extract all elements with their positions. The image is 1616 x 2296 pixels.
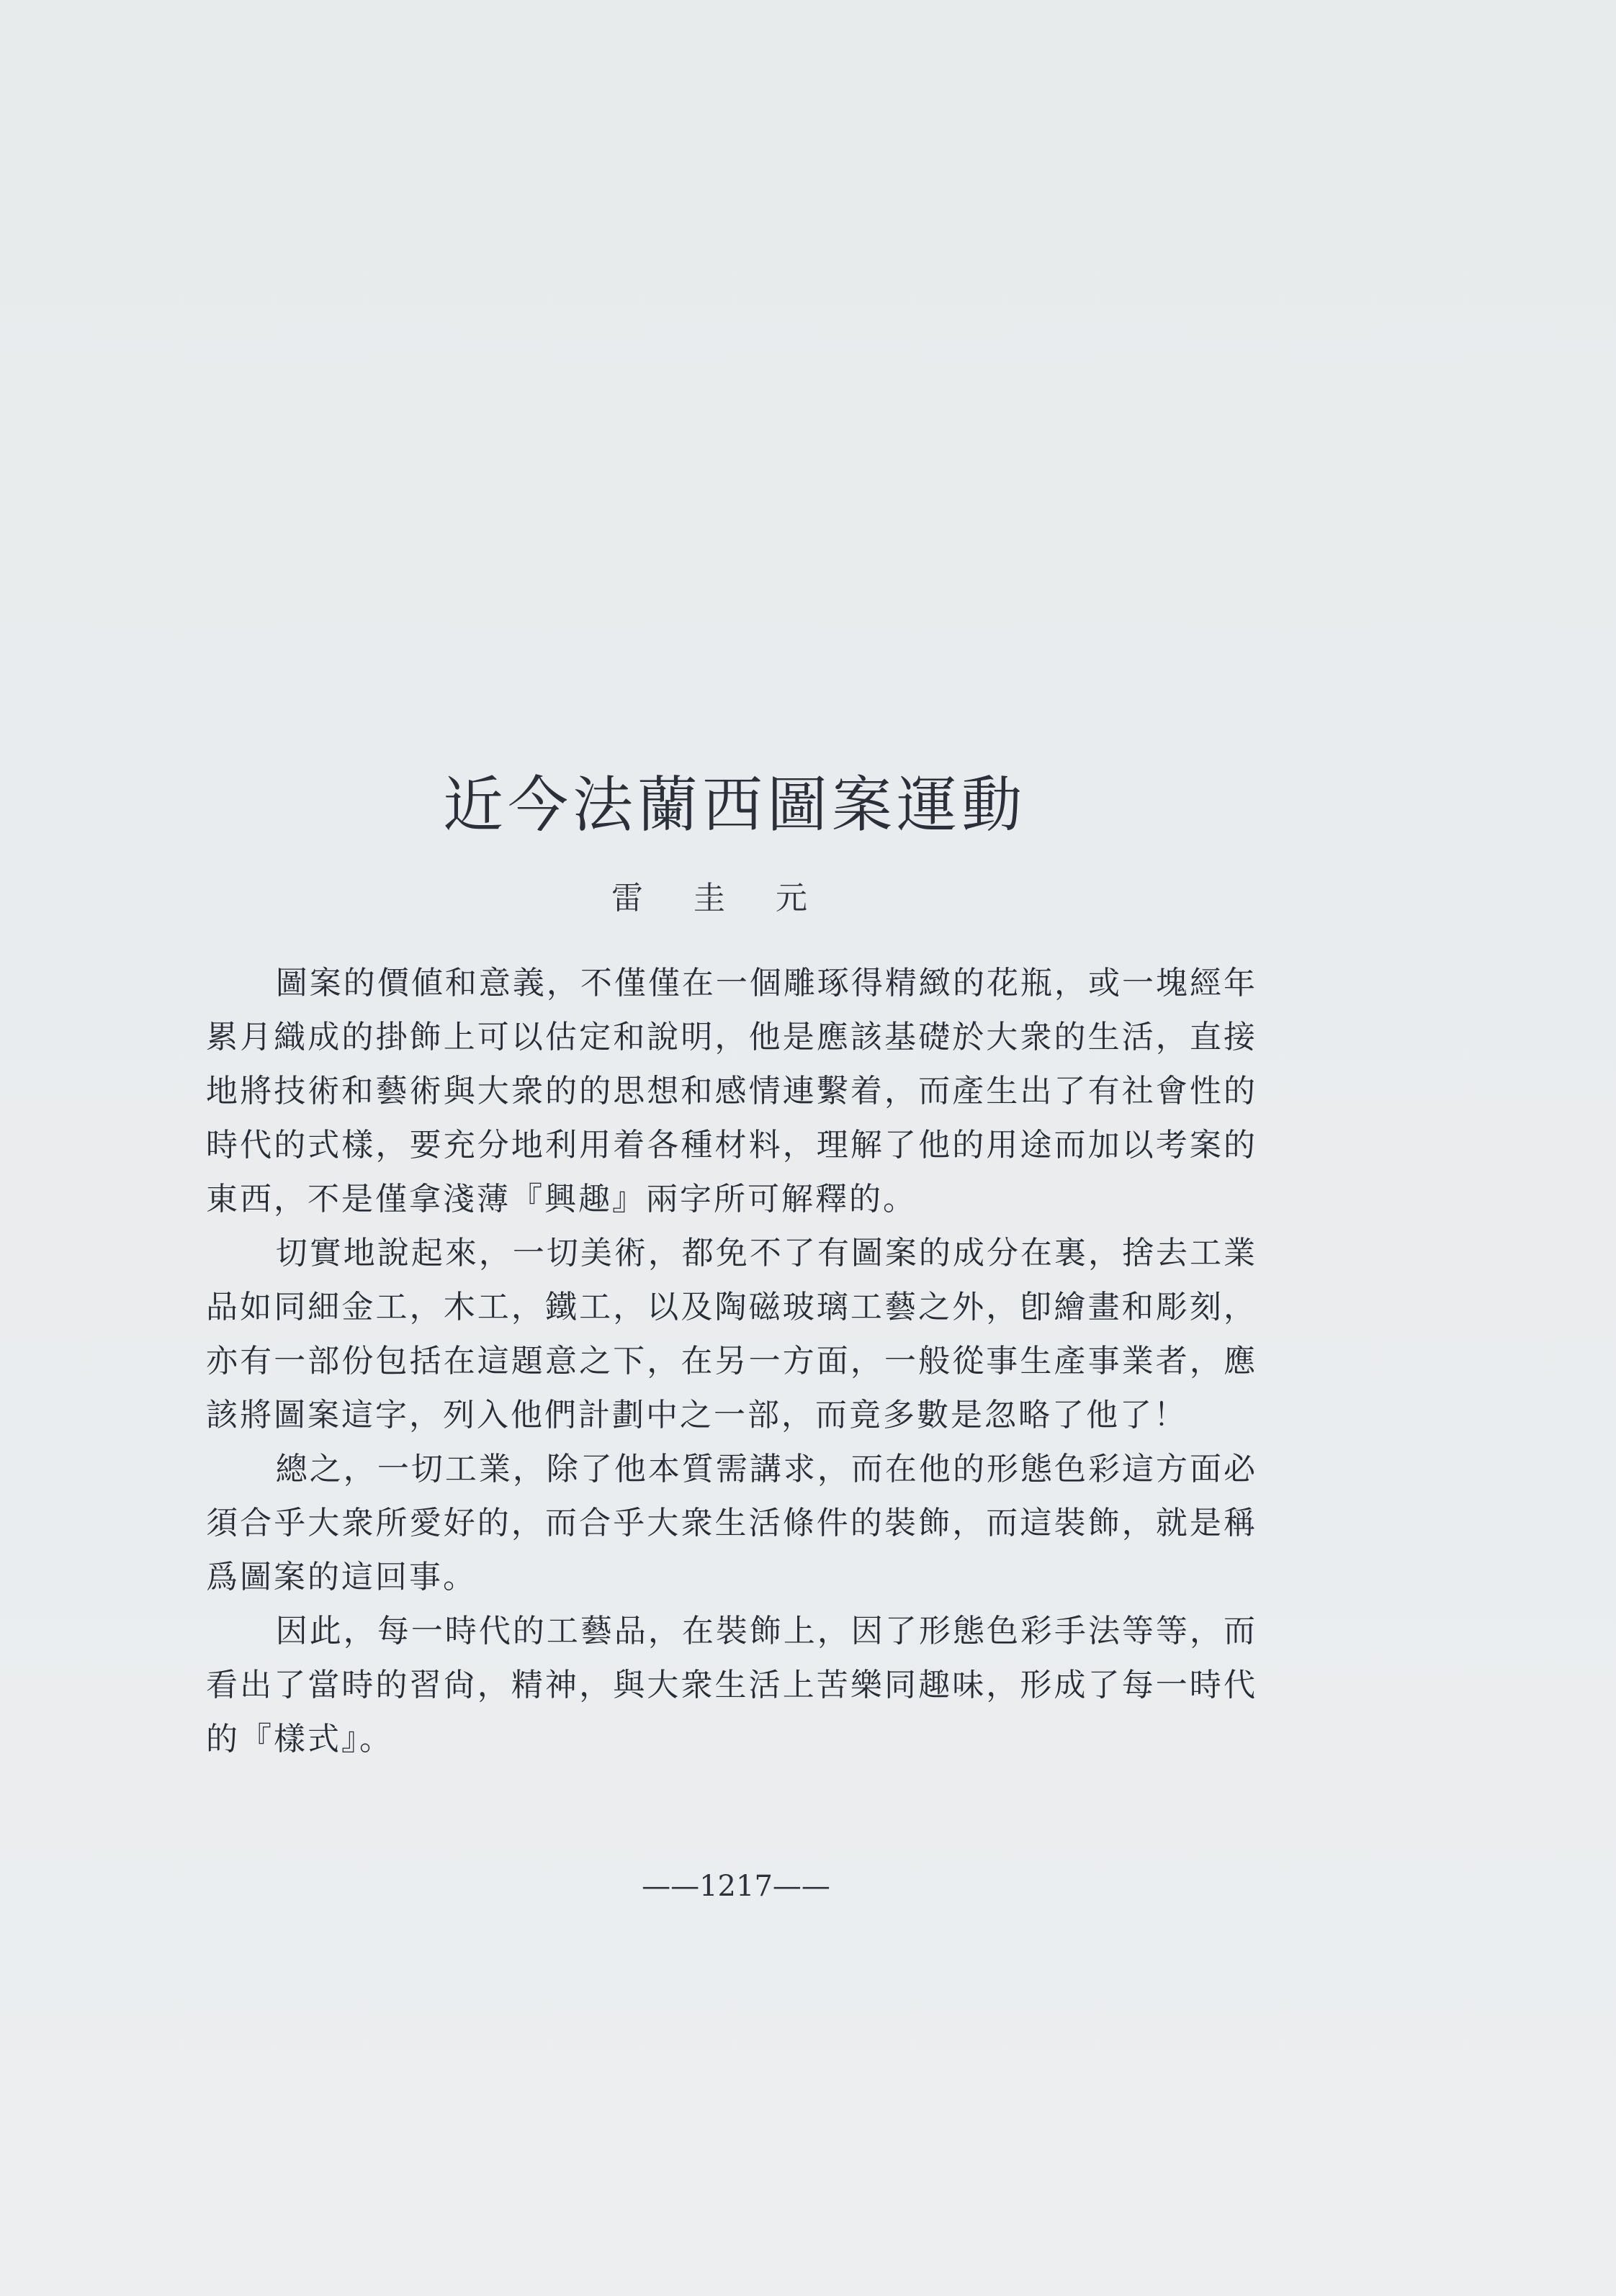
page-number: ——1217——: [642, 1870, 830, 1903]
paragraph: 總之，一切工業，除了他本質需講求，而在他的形態色彩這方面必須合乎大衆所愛好的，而合乎大衆生活條件的裝飾，而這裝飾，就是稱爲圖案的這回事。: [206, 1451, 1257, 1595]
article-body: [206, 956, 1257, 1766]
paragraph: 切實地說起來，一切美術，都免不了有圖案的成分在裏，捨去工業品如同細金工，木工，鐵工，以及陶磁玻璃工藝之外，卽繪畫和彫刻，亦有一部份包括在這題意之下，在另一方面，一般從事生產事業者，應該將圖案這字，列入他們計劃中之一部，而竟多數是忽略了他了！: [206, 1235, 1257, 1433]
article-author: 雷圭元: [611, 880, 858, 917]
paragraph: 因此，每一時代的工藝品，在裝飾上，因了形態色彩手法等等，而看出了當時的習尙，精神，與大衆生活上苦樂同趣味，形成了每一時代的『樣式』。: [206, 1613, 1257, 1757]
article-title: 近今法蘭西圖案運動: [442, 770, 1026, 840]
paragraph: 圖案的價値和意義，不僅僅在一個雕琢得精緻的花瓶，或一塊經年累月織成的掛飾上可以估定和說明，他是應該基礎於大衆的生活，直接地將技術和藝術與大衆的的思想和感情連繫着，而產生出了有社會性的時代的式樣，要充分地利用着各種材料，理解了他的用途而加以考案的東西，不是僅拿淺薄『興趣』兩字所可解釋的。: [206, 965, 1257, 1217]
